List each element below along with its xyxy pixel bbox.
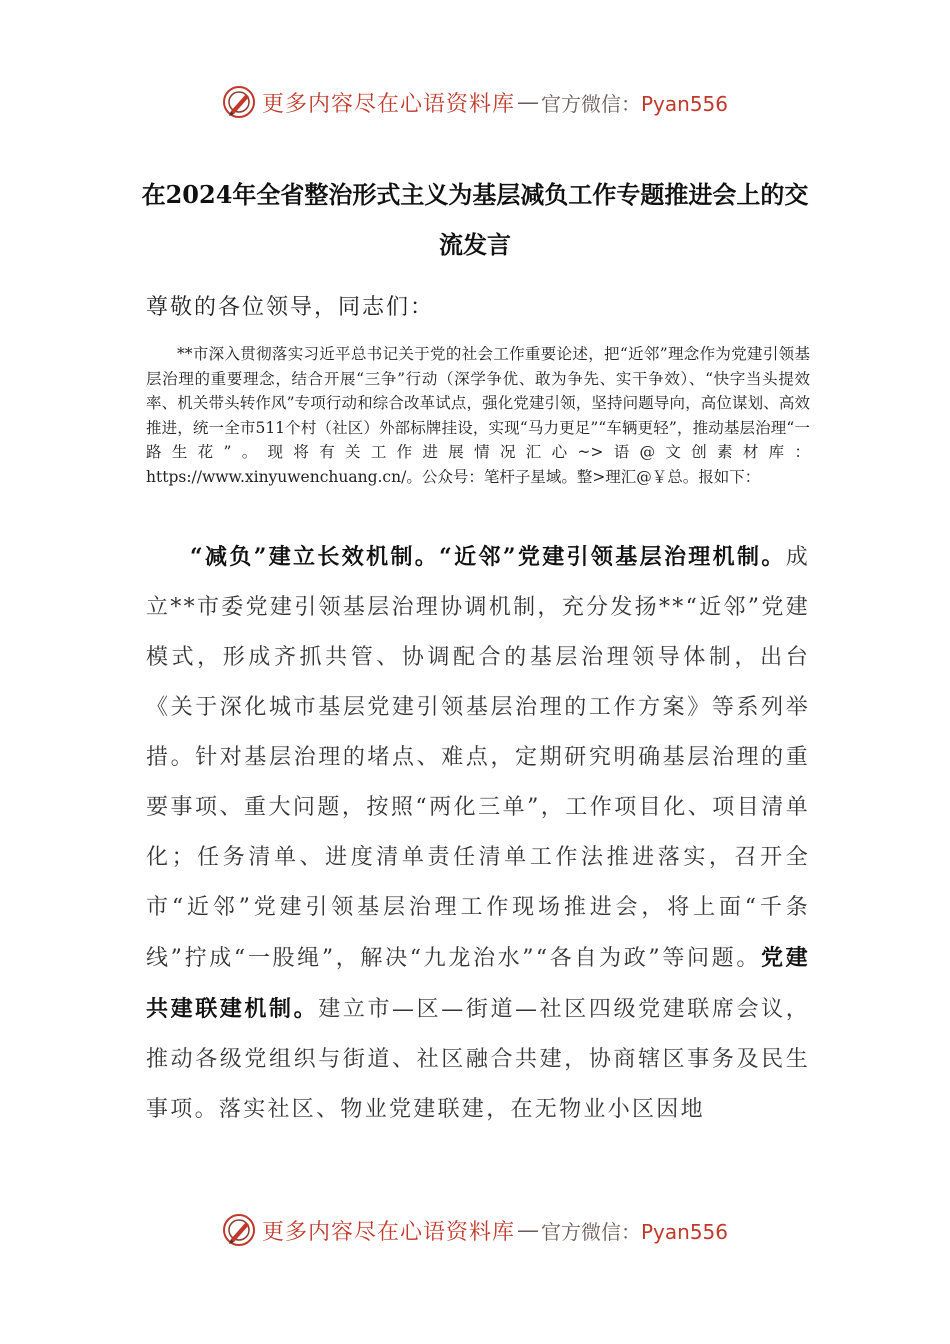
banner-separator: —: [517, 1217, 539, 1243]
banner-account: [541, 88, 728, 117]
banner-site-text: 更多内容尽在心语资料库: [261, 91, 515, 117]
banner-site-text: 更多内容尽在心语资料库: [261, 1219, 515, 1245]
section-heading-1: “减负”建立长效机制。“近邻”党建引领基层治理机制。: [190, 544, 786, 570]
section-text-1: 成立**市委党建引领基层治理协调机制，充分发扬**“近邻”党建模式，形成齐抓共管、协调配合的基层治理领导体制，出台《关于深化城市基层党建引领基层治理的工作方案》等系列举措。针对基层治理的堵点、难点，定期研究明确基层治理的重要事项、重大问题，按照“两化三单”，工作项目化、项目清单化；任务清单、进度清单责任清单工作法推进落实，召开全市“近邻”党建引领基层治理工作现场推进会，将上面“千条线”拧成“一股绳”，解决“九龙治水”“各自为政”等问题。: [146, 545, 810, 971]
pen-circle-logo-icon: [222, 1213, 256, 1247]
intro-paragraph: **市深入贯彻落实习近平总书记关于党的社会工作重要论述，把“近邻”理念作为党建引领基层治理的重要理念，结合开展“三争”行动（深学争优、敢为争先、实干争效）、“快字当头提效率、机关带头转作风”专项行动和综合改革试点，强化党建引领，坚持问题导向，高位谋划、高效推进，统一全市511个村（社区）外部标牌挂设，实现“马力更足”“车辆更轻”，推动基层治理“一路生花”。现将有关工作进展情况汇心~>语@文创素材库：https://www.xinyuwenchuang.cn/。公众号：笔杆子星域。整>理汇@￥总。报如下：: [146, 345, 810, 486]
section-text-2: 建立市—区—街道—社区四级党建联席会议，推动各级党组织与街道、社区融合共建，协商辖区事务及民生事项。落实社区、物业党建联建，在无物业小区因地: [146, 997, 810, 1122]
section-heading-2: 党建共建联建机制。: [146, 945, 810, 1022]
banner-separator: —: [517, 89, 539, 115]
banner-account-label: 官方微信：: [541, 91, 641, 116]
footer-banner: [0, 1210, 950, 1250]
pen-circle-logo-icon: [222, 85, 256, 119]
body-paragraph: [146, 532, 810, 1135]
banner-account-label: 官方微信：: [541, 1219, 641, 1244]
document-title: 在2024年全省整治形式主义为基层减负工作专题推进会上的交流发言: [141, 180, 809, 259]
header-banner: [0, 82, 950, 122]
banner-account: [541, 1216, 728, 1245]
banner-account-id: Pyan556: [641, 1219, 729, 1244]
salutation: 尊敬的各位领导，同志们：: [146, 295, 435, 320]
banner-account-id: Pyan556: [641, 91, 729, 116]
